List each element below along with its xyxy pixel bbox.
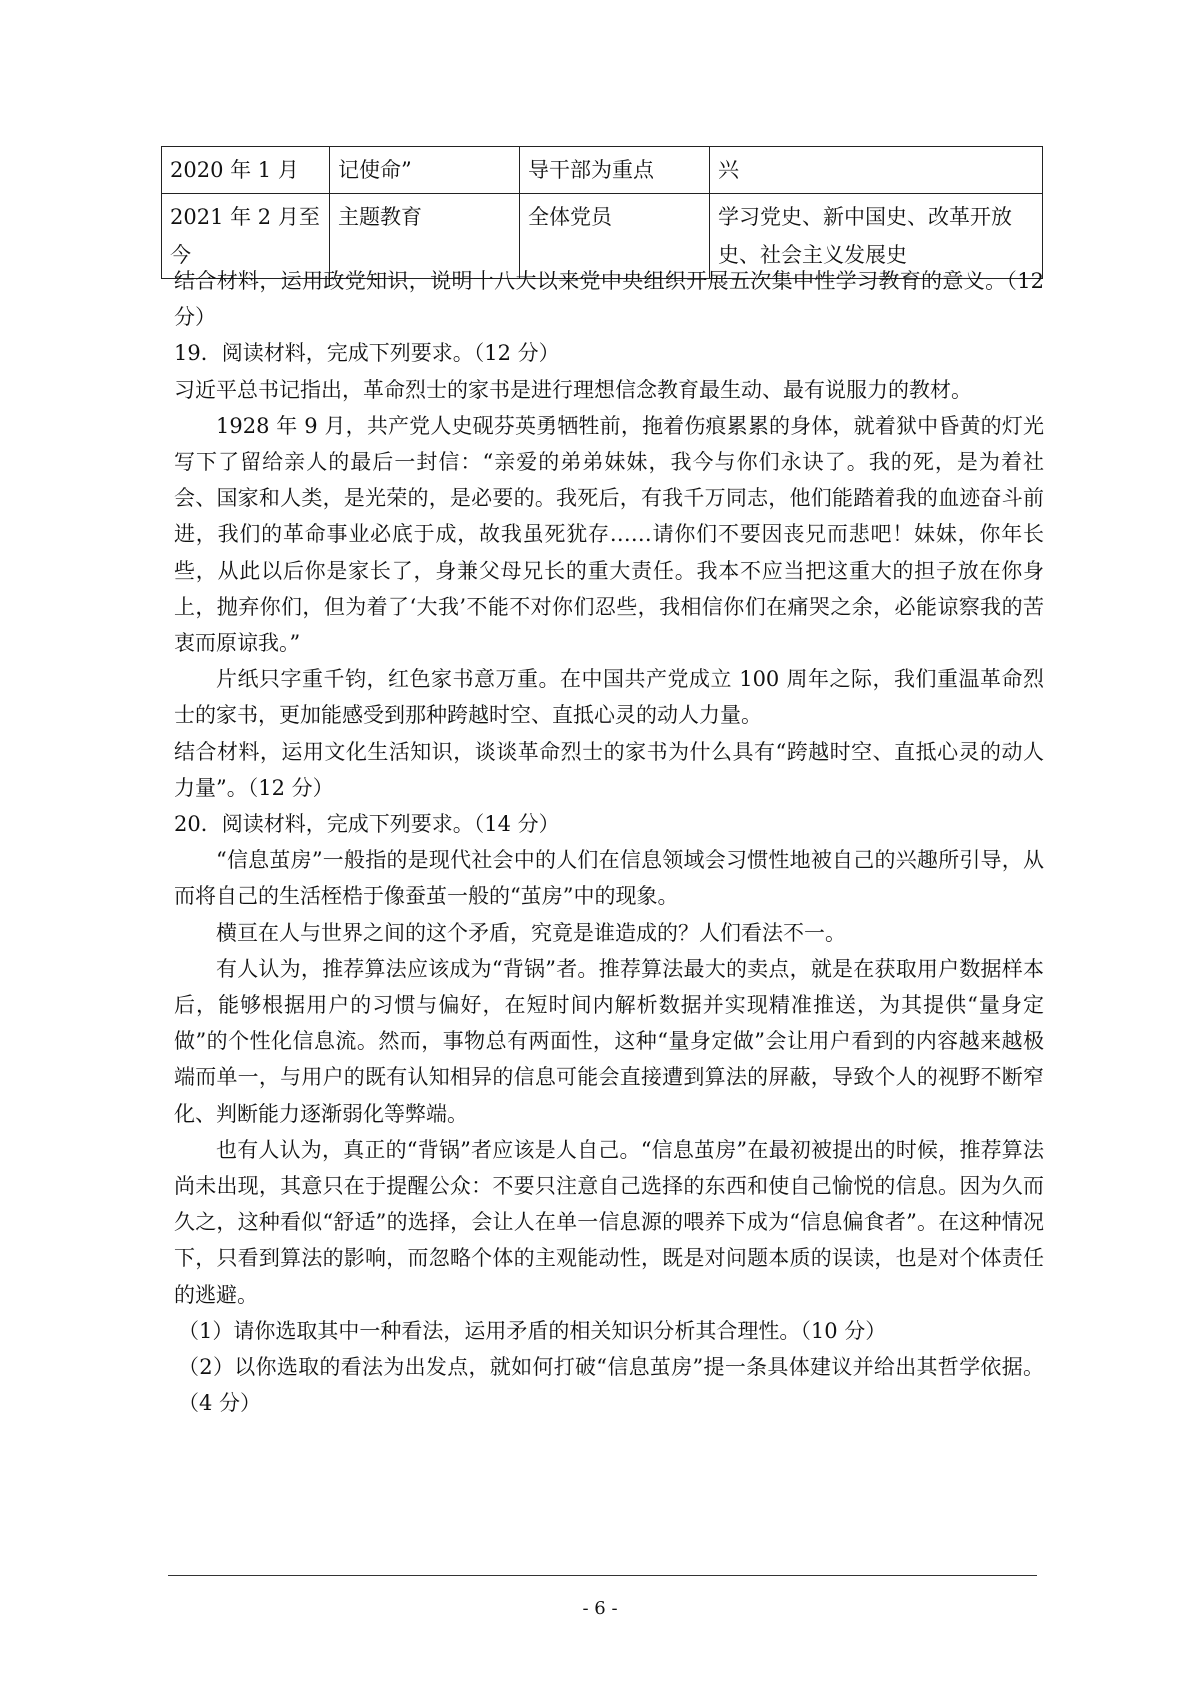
footer-divider [168, 1575, 1037, 1576]
table-cell: 2020 年 1 月 [162, 147, 330, 194]
q18-prompt: 结合材料，运用政党知识，说明十八大以来党中央组织开展五次集中性学习教育的意义。（12分） [174, 269, 1044, 330]
question-content [174, 263, 1044, 1422]
q19-letter-paragraph: 1928 年 9 月，共产党人史砚芬英勇牺牲前，拖着伤痕累累的身体，就着狱中昏黄的灯光写下了留给亲人的最后一封信：“亲爱的弟弟妹妹，我今与你们永诀了。我的死，是为着社会、国家和人类，是光荣的，是必要的。我死后，有我千万同志，他们能踏着我的血迹奋斗前进，我们的革命事业必底于成，故我虽死犹存……请你们不要因丧兄而悲吧！妹妹，你年长些，从此以后你是家长了，身兼父母兄长的重大责任。我本不应当把这重大的担子放在你身上，抛弃你们，但为着了‘大我’不能不对你们忍些，我相信你们在痛哭之余，必能谅察我的苦衷而原谅我。” [174, 413, 1044, 656]
q20-subquestion-1: （1）请你选取其中一种看法，运用矛盾的相关知识分析其合理性。（10 分） [178, 1318, 887, 1343]
table-row [162, 147, 1043, 194]
q19-paragraph: 片纸只字重千钧，红色家书意万重。在中国共产党成立 100 周年之际，我们重温革命烈士的家书，更加能感受到那种跨越时空、直抵心灵的动人力量。 [174, 667, 1044, 728]
table-cell: 兴 [710, 147, 1043, 194]
q19-prompt: 结合材料，运用文化生活知识，谈谈革命烈士的家书为什么具有“跨越时空、直抵心灵的动人力量”。（12 分） [174, 739, 1044, 800]
q20-paragraph: “信息茧房”一般指的是现代社会中的人们在信息领域会习惯性地被自己的兴趣所引导，从而将自己的生活桎梏于像蚕茧一般的“茧房”中的现象。 [174, 848, 1044, 909]
table-cell: 学习党史、新中国史、改革开放史、社会主义发展史 [710, 194, 1043, 279]
table-cell: 主题教育 [330, 194, 520, 279]
q20-paragraph: 有人认为，推荐算法应该成为“背锅”者。推荐算法最大的卖点，就是在获取用户数据样本后，能够根据用户的习惯与偏好，在短时间内解析数据并实现精准推送，为其提供“量身定做”的个性化信息流。然而，事物总有两面性，这种“量身定做”会让用户看到的内容越来越极端而单一，与用户的既有认知相异的信息可能会直接遭到算法的屏蔽，导致个人的视野不断窄化、判断能力逐渐弱化等弊端。 [174, 956, 1044, 1126]
table-cell: 记使命” [330, 147, 520, 194]
q20-paragraph: 横亘在人与世界之间的这个矛盾，究竟是谁造成的？人们看法不一。 [216, 920, 846, 945]
table-cell: 2021 年 2 月至今 [162, 194, 330, 279]
q19-intro: 习近平总书记指出，革命烈士的家书是进行理想信念教育最生动、最有说服力的教材。 [174, 377, 972, 402]
table-cell: 导干部为重点 [520, 147, 710, 194]
page-number: - 6 - [582, 1598, 618, 1619]
education-table [161, 146, 1043, 279]
q19-title: 19．阅读材料，完成下列要求。（12 分） [174, 341, 560, 366]
q20-title: 20．阅读材料，完成下列要求。（14 分） [174, 812, 560, 837]
table-cell: 全体党员 [520, 194, 710, 279]
q20-paragraph: 也有人认为，真正的“背锅”者应该是人自己。“信息茧房”在最初被提出的时候，推荐算法尚未出现，其意只在于提醒公众：不要只注意自己选择的东西和使自己愉悦的信息。因为久而久之，这种看似“舒适”的选择，会让人在单一信息源的喂养下成为“信息偏食者”。在这种情况下，只看到算法的影响，而忽略个体的主观能动性，既是对问题本质的误读，也是对个体责任的逃避。 [174, 1137, 1044, 1307]
q20-subquestion-2: （2）以你选取的看法为出发点，就如何打破“信息茧房”提一条具体建议并给出其哲学依据。（4 分） [178, 1355, 1044, 1416]
